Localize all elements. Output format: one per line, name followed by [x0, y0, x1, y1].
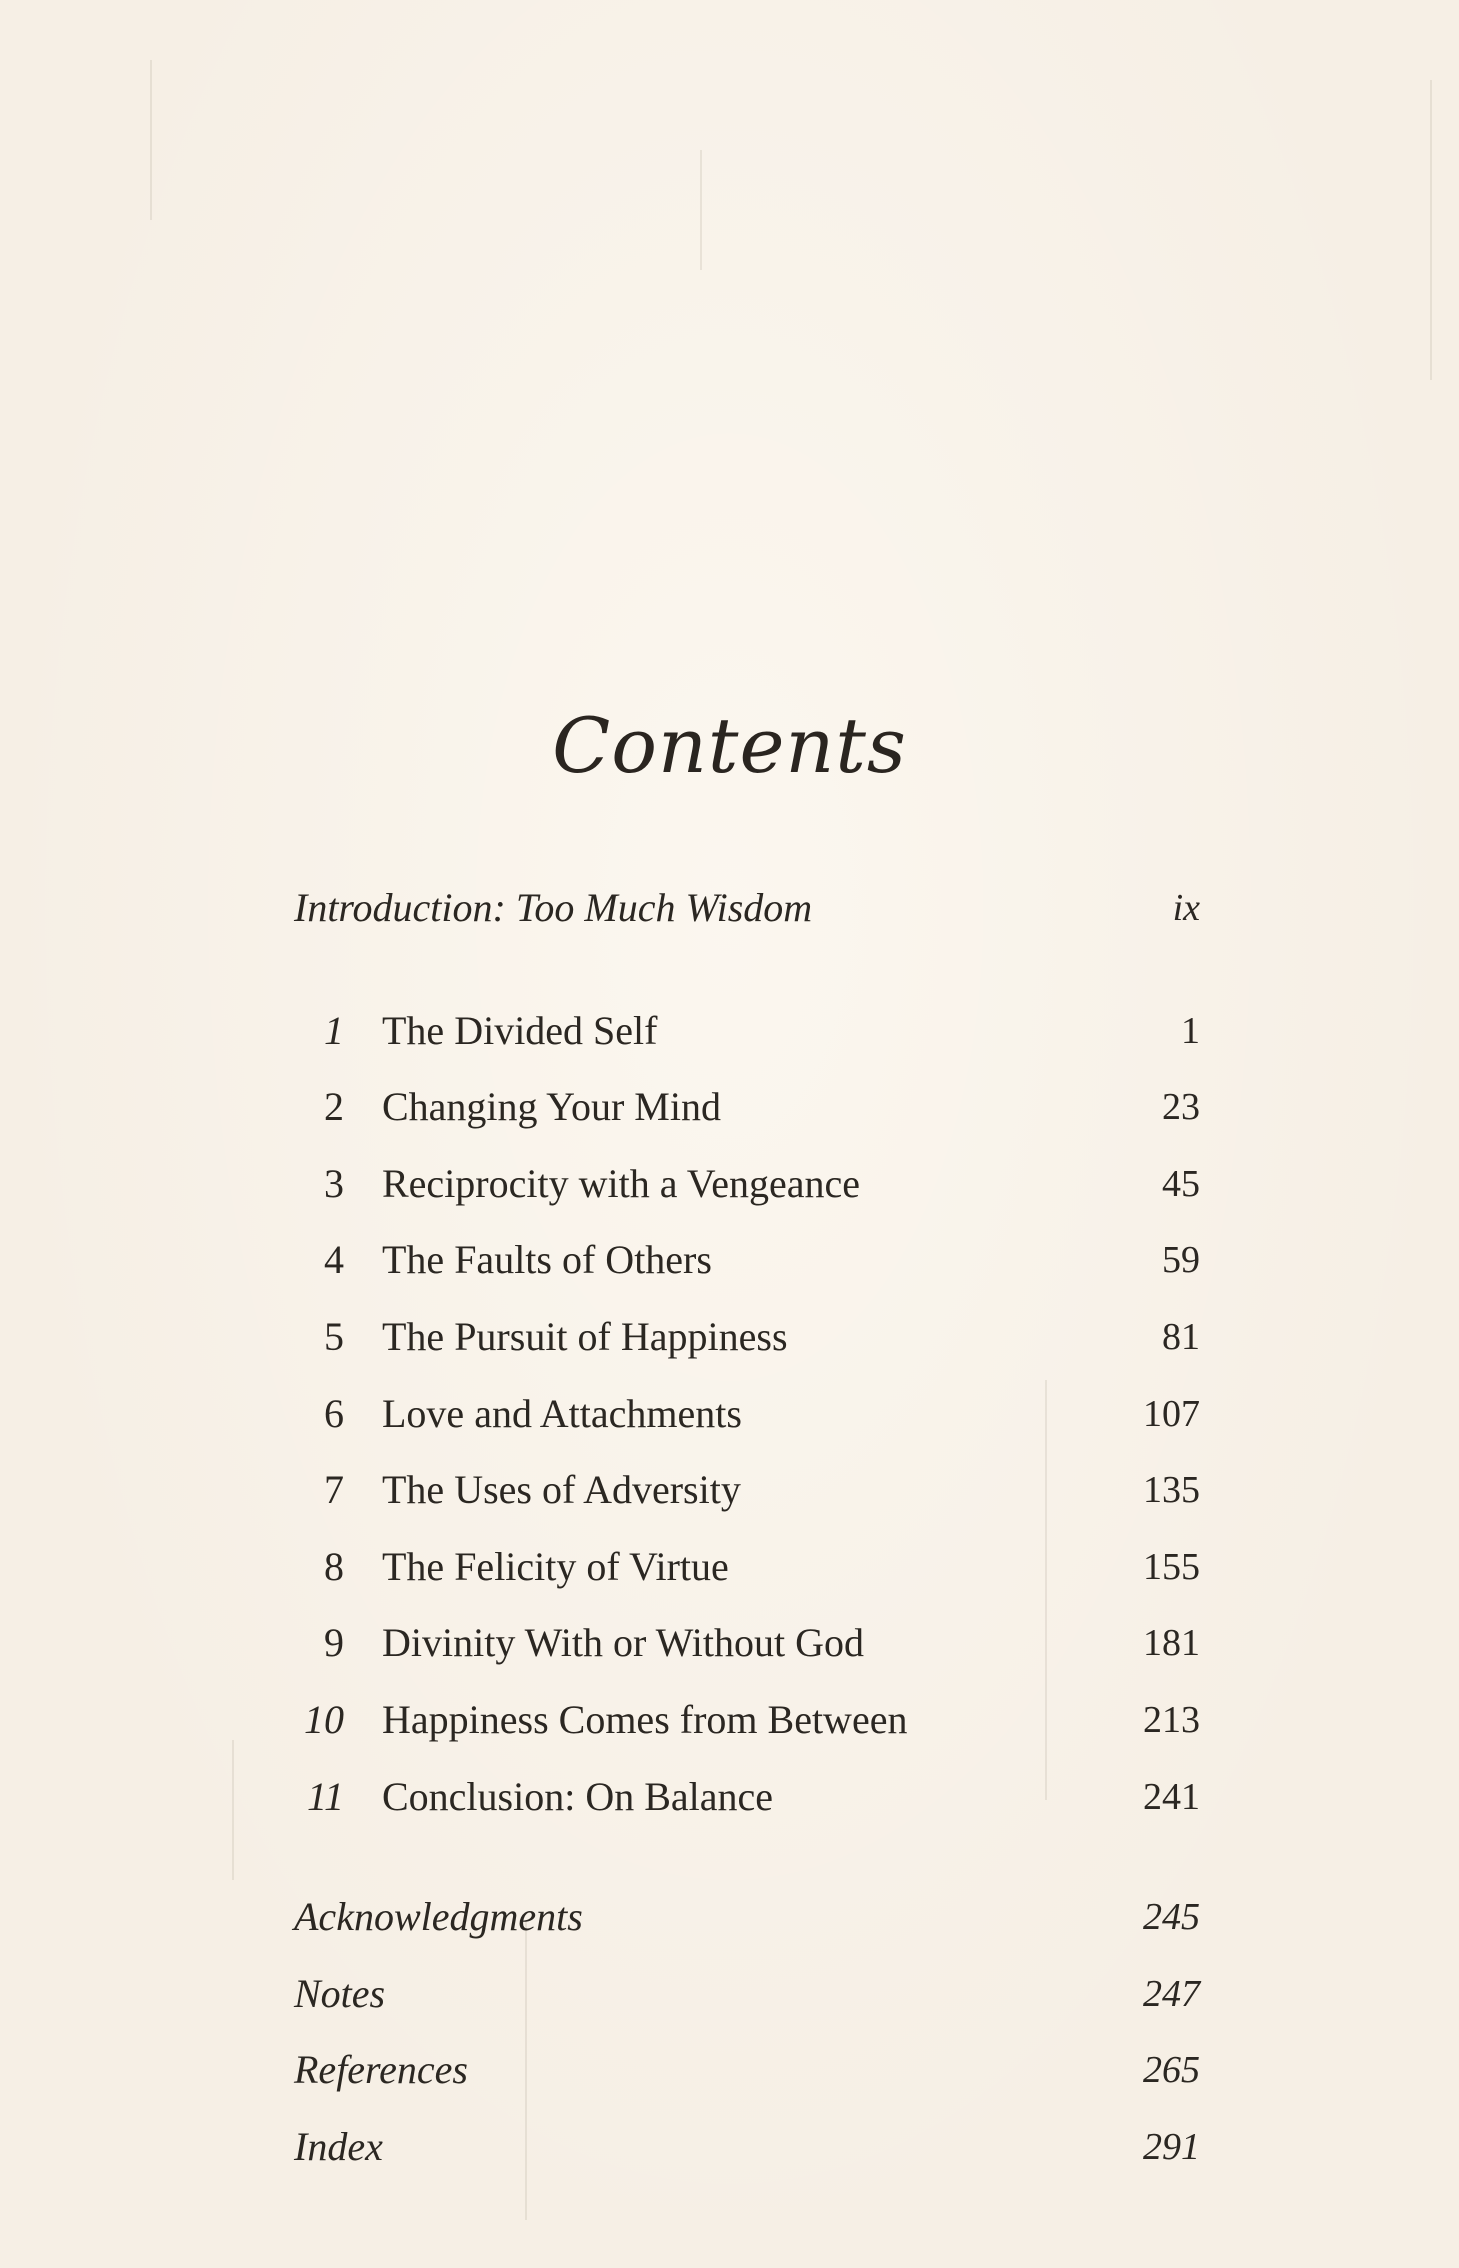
paper-scratch: [232, 1740, 234, 1880]
chapter-title: Conclusion: On Balance: [382, 1773, 774, 1819]
chapter-number: 5: [324, 1313, 344, 1359]
toc-entry: [294, 1452, 1200, 1529]
toc-entry: [294, 2032, 1200, 2109]
table-of-contents: [294, 870, 1200, 2186]
toc-entry: [294, 1529, 1200, 1606]
toc-entry: [294, 1759, 1200, 1836]
chapter-number: 3: [324, 1160, 344, 1206]
chapter-number: 7: [324, 1467, 344, 1513]
page-number: 81: [1162, 1315, 1200, 1358]
toc-entry: [294, 1146, 1200, 1223]
chapter-number: 8: [324, 1543, 344, 1589]
toc-entry: [294, 1682, 1200, 1759]
spacer: [294, 1835, 1200, 1879]
toc-entry: [294, 1956, 1200, 2033]
page-number: 265: [1143, 2049, 1200, 2092]
page-number: 135: [1143, 1469, 1200, 1512]
chapter-number: 2: [324, 1084, 344, 1130]
toc-entry: [294, 1605, 1200, 1682]
page-number: 59: [1162, 1239, 1200, 1282]
toc-entry: [294, 1879, 1200, 1956]
section-title: References: [294, 2047, 468, 2093]
page-number: 23: [1162, 1086, 1200, 1129]
page-number: 213: [1143, 1698, 1200, 1741]
toc-entry: [294, 1069, 1200, 1146]
spacer: [294, 947, 1200, 993]
paper-scratch: [150, 60, 152, 220]
chapter-title: Divinity With or Without God: [382, 1620, 864, 1666]
chapter-title: Reciprocity with a Vengeance: [382, 1160, 860, 1206]
toc-entry: [294, 1376, 1200, 1453]
page-number: 1: [1181, 1009, 1200, 1052]
chapter-number: 10: [304, 1696, 344, 1742]
page-number: 45: [1162, 1162, 1200, 1205]
chapter-number: 11: [306, 1773, 344, 1819]
page-number: 107: [1143, 1392, 1200, 1435]
toc-entry: [294, 1222, 1200, 1299]
toc-entry: [294, 993, 1200, 1070]
chapter-title: The Pursuit of Happiness: [382, 1313, 788, 1359]
page-number: ix: [1172, 887, 1200, 929]
chapter-number: 1: [324, 1007, 344, 1053]
chapter-number: 6: [324, 1390, 344, 1436]
section-title: Introduction: Too Much Wisdom: [294, 885, 813, 930]
toc-entry: [294, 1299, 1200, 1376]
chapter-title: The Faults of Others: [382, 1237, 712, 1283]
back-matter-list: [294, 1879, 1200, 2185]
page-number: 291: [1143, 2125, 1200, 2168]
chapter-title: The Uses of Adversity: [382, 1467, 741, 1513]
front-matter-list: [294, 870, 1200, 947]
chapter-list: [294, 993, 1200, 1836]
page-number: 245: [1143, 1896, 1200, 1939]
toc-entry: [294, 2109, 1200, 2186]
page-number: 181: [1143, 1622, 1200, 1665]
page-number: 241: [1143, 1775, 1200, 1818]
chapter-number: 4: [324, 1237, 344, 1283]
section-title: Acknowledgments: [294, 1894, 583, 1940]
chapter-title: The Felicity of Virtue: [382, 1543, 729, 1589]
chapter-title: Changing Your Mind: [382, 1084, 721, 1130]
chapter-title: The Divided Self: [382, 1007, 658, 1053]
paper-scratch: [700, 150, 702, 270]
toc-entry: [294, 870, 1200, 947]
paper-scratch: [1430, 80, 1432, 380]
chapter-title: Happiness Comes from Between: [382, 1696, 908, 1742]
section-title: Notes: [294, 1970, 386, 2016]
page-number: 155: [1143, 1545, 1200, 1588]
chapter-number: 9: [324, 1620, 344, 1666]
page-number: 247: [1143, 1972, 1200, 2015]
chapter-title: Love and Attachments: [382, 1390, 742, 1436]
page-title: Contents: [552, 700, 907, 790]
section-title: Index: [294, 2123, 383, 2169]
